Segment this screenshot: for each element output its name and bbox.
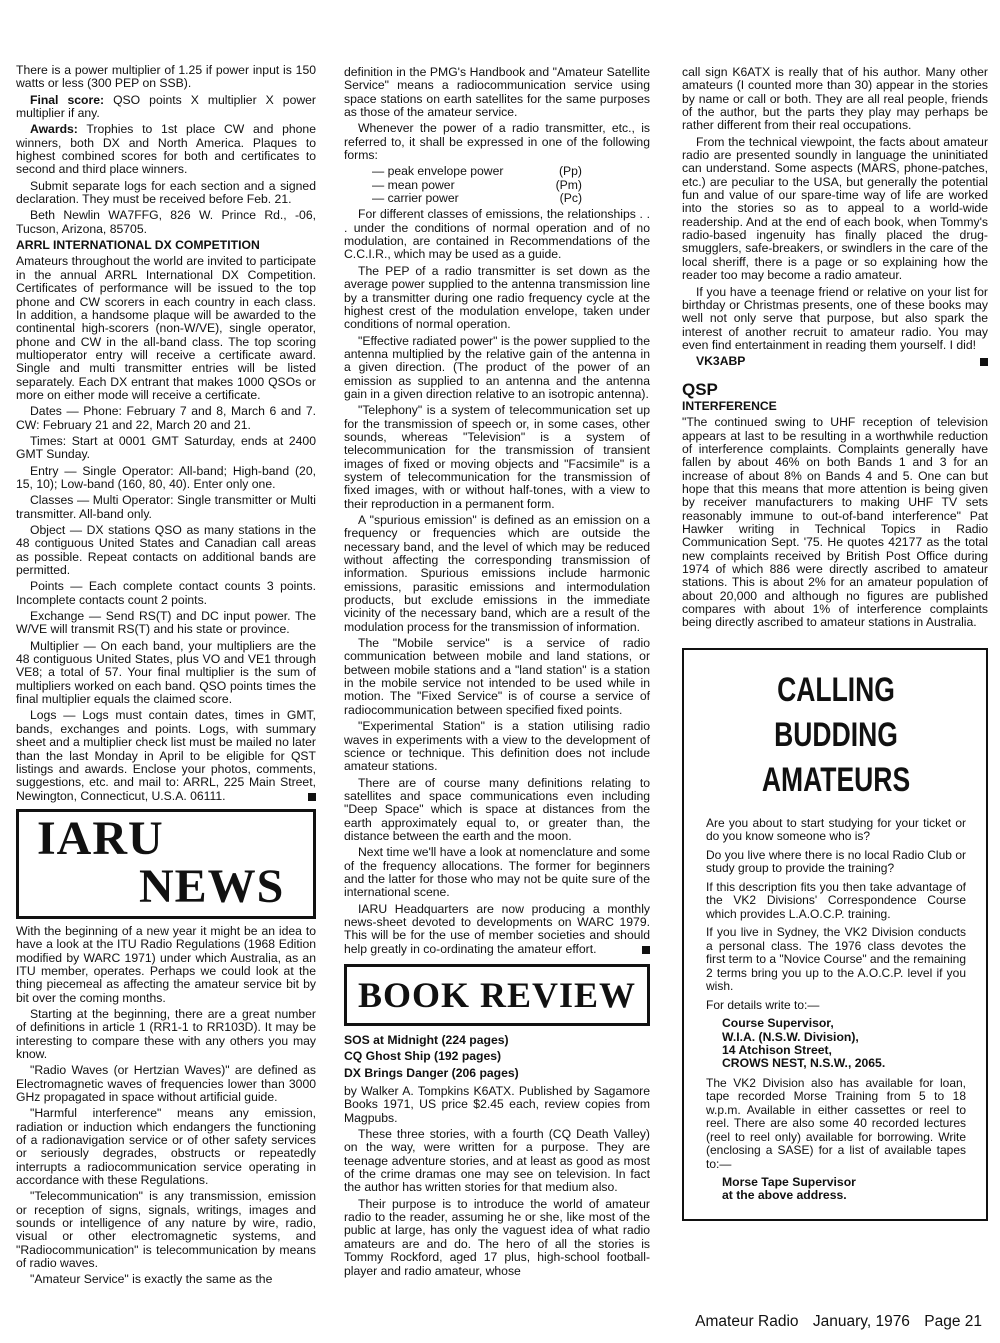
- paragraph: call sign K6ATX is really that of his author. Many other amateurs (I counted more than 30) appear in the stories by name or call or both. They are all real people, friends of the author, but the parts they play may perhaps be rather different from their real occupations.: [682, 65, 988, 133]
- paragraph: Amateurs throughout the world are invited to participate in the annual ARRL International DX Competition. Certificates of performance will be issued to the top phone and CW scorers in each country in each class. In addition, a handsome plaque will be awarded to the continental high-scorers (non-W/VE), single operator, phone and CW in the all-band class. The top scoring multioperator entry will receive a certificate award. Single and multi transmitter entries will be listed separately. Each DX entrant that makes 1000 QSOs or more on either mode will receive a certificate.: [16, 254, 316, 402]
- paragraph: Next time we'll have a look at nomenclature and some of the frequency allocations. The former for beginners and the latter for those who may not be quite sure of the international scene.: [344, 845, 650, 900]
- book-title: DX Brings Danger (206 pages): [344, 1065, 519, 1080]
- paragraph: With the beginning of a new year it might be an idea to have a look at the ITU Radio Regulations (1968 Edition modified by WARC 1971) under which Australia, as an ITU member, operates. Perhaps we could look at the thing piecemeal as affecting the amateur service bit by bit over the coming months.: [16, 923, 316, 1005]
- paragraph: The VK2 Division also has available for loan, tape recorded Morse Training from 5 to 18 w.p.m. Available in either cassettes or reel to reel. There are also some 40 recorded lectures (reel to reel only) available for borrowing. Write (enclosing a SASE) for a list of available tapes to:—: [706, 1075, 966, 1171]
- banner-line: IARU: [37, 811, 164, 865]
- run-in-head: Final score:: [30, 92, 105, 107]
- iaru-news-banner: [16, 809, 316, 919]
- column-middle: [344, 66, 650, 1281]
- paragraph: Whenever the power of a radio transmitter, etc., is referred to, it shall be expressed in one of the following forms:: [344, 121, 650, 163]
- paragraph: A "spurious emission" is defined as an emission on a frequency or frequencies which are outside the necessary band, and the level of which may be reduced without affecting the corresponding transmission of information. Spurious emissions include harmonic emissions, parasitic emissions and intermodulation products, but exclude emissions in the immediate vicinity of the necessary band, which are a result of the modulation process for the transmission of information.: [344, 513, 650, 634]
- paragraph: From the technical viewpoint, the facts about amateur radio are presented soundly in language the uninitiated can understand. Some aspects (MARS, phone-patches, etc.) are peculiar to the USA, but generally the potential fun and value of our spare-time way of life are worked into the stories so as to appeal to a world-wide readership. And at the end of each book, when Tommy's radio-based ingenuity has finally placed the drug-smugglers, safe-breakers, or swindlers in the care of the local sheriff, there is a page or so explaining how the reader too may become a radio amateur.: [682, 134, 988, 283]
- paragraph: If you live in Sydney, the VK2 Division conducts a personal class. The 1976 class devotes the first term to a "Novice Course" and the remaining 2 terms bring you up to the A.O.C.P. level if you wish.: [706, 925, 966, 994]
- paragraph: Their purpose is to introduce the world of amateur radio to the reader, assuming he or she, like most of the public at large, has only the vaguest idea of what radio amateurs are and do. The hero of all the stories is Tommy Rockford, aged 17 plus, high-school football-player and radio amateur, whose: [344, 1196, 650, 1278]
- paragraph: "The continued swing to UHF reception of television appears at last to be resulting in a worthwhile reduction of interference complaints. Complaints generally have fallen by about 46% on both Bands 1 and 3 for an increase of about 8% on Bands 4 and 5. One can but hope that this means that more attention is being given by receiver manufacturers to making UHF TV sets reasonably immune to out-of-band interference" Pat Hawker writing in Technical Topics in Radio Communication Sept. '75. He quotes 42177 as the total new complaints received by British Post Office during 1974 of which 886 were directly ascribed to amateur stations. This is about 2% for an amateur population of about 20,000 and although no figures are published compares with about 1% of interference complaints being directly ascribed to amateur stations in Australia.: [682, 415, 988, 630]
- column-left: [16, 64, 316, 1290]
- paragraph: Do you live where there is no local Radio Club or study group to provide the training?: [706, 847, 966, 876]
- issue-date: January, 1976: [812, 1313, 910, 1330]
- list-item: — carrier power (Pc): [372, 191, 582, 206]
- paragraph: "Experimental Station" is a station utilising radio waves in experiments with a view to the development of science or technique. This definition does not include amateur stations.: [344, 719, 650, 774]
- paragraph: If you have a teenage friend or relative on your list for birthday or Christmas presents, one of these books may well not only serve that purpose, but also spark the interest of another recruit to amateur radio. You may even find entertainment in reading them yourself. I did!: [682, 284, 988, 352]
- section-heading: ARRL INTERNATIONAL DX COMPETITION: [16, 238, 260, 253]
- paragraph: The PEP of a radio transmitter is set down as the average power supplied to the antenna transmission line by a transmitter during one radio frequency cycle at the highest crest of the modulation envelope, taken under conditions of normal operation.: [344, 263, 650, 332]
- page-number: Page 21: [924, 1313, 982, 1330]
- box-title: CALLING BUDDING AMATEURS: [761, 670, 911, 799]
- paragraph: These three stories, with a fourth (CQ Death Valley) on the way, were written for a purpose. They are teenage adventure stories, and at least as good as most of the crime dramas one may see on television. In fact the author has written stories for that medium also.: [344, 1127, 650, 1195]
- paragraph: Multiplier — On each band, your multipliers are the 48 contiguous United States, plus VO and VE1 through VE8; a total of 57. Your final multiplier is the sum of multipliers worked on each band. QSO points times the final multiplier equals the claimed score.: [16, 638, 316, 707]
- paragraph: Starting at the beginning, there are a great number of definitions in article 1 (RR1-1 to RR103D). It may be interesting to compare these with any others you may know.: [16, 1006, 316, 1061]
- paragraph: There is a power multiplier of 1.25 if power input is 150 watts or less (300 PEP on SSB).: [16, 63, 316, 91]
- address-block: Morse Tape Supervisor at the above address.: [722, 1175, 856, 1203]
- paragraph: Classes — Multi Operator: Single transmitter or Multi transmitter. All-band only.: [16, 493, 316, 521]
- paragraph: Beth Newlin WA7FFG, 826 W. Prince Rd., -06, Tucson, Arizona, 85705.: [16, 208, 316, 236]
- paragraph: The "Mobile service" is a service of radio communication between mobile and land stations, or between mobile stations and a "land station" is a station in the mobile service not intended to be used while in motion. The "Fixed Service" is of course a service of radiocommunication between specified fixed points.: [344, 636, 650, 717]
- paragraph: Awards: Trophies to 1st place CW and phone winners, both DX and North America. Plaques to highest combined scores for both and certificates to second and third place winners.: [16, 122, 316, 177]
- paragraph: Points — Each complete contact counts 3 points. Incomplete contacts count 2 points.: [16, 579, 316, 607]
- paragraph: "Telecommunication" is any transmission, emission or reception of signs, signals, writings, images and sounds or intelligence of any nature by wire, radio, visual or other electromagnetic systems, and "Radiocommunication" is telecommunication by means of radio waves.: [16, 1189, 316, 1271]
- paragraph: Are you about to start studying for your ticket or do you know someone who is?: [706, 815, 966, 844]
- paragraph: "Effective radiated power" is the power supplied to the antenna multiplied by the relative gain of the antenna in a given direction. (The product of the power of an emission as supplied to an antenna and the antenna gain in a given direction relative to an isotropic antenna).: [344, 333, 650, 401]
- list-item: — peak envelope power (Pp): [372, 164, 582, 179]
- paragraph: Exchange — Send RS(T) and DC input power. The W/VE will transmit RS(T) and his state or province.: [16, 609, 316, 637]
- address-block: Course Supervisor, W.I.A. (N.S.W. Division), 14 Atchison Street, CROWS NEST, N.S.W., 2065.: [722, 1016, 886, 1071]
- paragraph: Submit separate logs for each section and a signed declaration. They must be received before Feb. 21.: [16, 178, 316, 207]
- paragraph: Dates — Phone: February 7 and 8, March 6 and 7. CW: February 21 and 22, March 20 and 21.: [16, 404, 316, 432]
- column-right: [682, 66, 988, 1221]
- paragraph: by Walker A. Tompkins K6ATX. Published by Sagamore Books 1971, US price $2.45 each, review copies from Magpubs.: [344, 1084, 650, 1125]
- banner-line: NEWS: [139, 859, 285, 913]
- paragraph: Object — DX stations QSO as many stations in the 48 contiguous United States and Canadian call areas as possible. Repeat contacts on additional bands are permitted.: [16, 523, 316, 578]
- paragraph: "Harmful interference" means any emission, radiation or induction which endangers the functioning of a radionavigation service or of other safety services or seriously degrades, obstructs or repeatedly interrupts a radiocommunication service operating in accordance with these Regulations.: [16, 1106, 316, 1188]
- power-forms-list: [372, 165, 650, 205]
- paragraph: If this description fits you then take advantage of the VK2 Divisions' Correspondence Course which provides L.A.O.C.P. training.: [706, 879, 966, 921]
- run-in-head: Awards:: [30, 122, 78, 137]
- page-footer: [685, 1313, 982, 1331]
- list-item: — mean power (Pm): [372, 177, 582, 192]
- paragraph: "Radio Waves (or Hertzian Waves)" are defined as Electromagnetic waves of frequencies lower than 3000 GHz propagated in space without artificial guide.: [16, 1063, 316, 1104]
- book-title: SOS at Midnight (224 pages): [344, 1033, 509, 1047]
- paragraph: "Telephony" is a system of telecommunication set up for the transmission of speech or, in some cases, other sounds, whereas "Television" is a system of telecommunication for the transmission of transient images of fixed or moving objects and "Facsimile" is a system of telecommunication for the transmission of fixed images, with or without half-tones, with a view to their reproduction in a permanent form.: [344, 403, 650, 511]
- paragraph: definition in the PMG's Handbook and "Amateur Satellite Service" means a radiocommunication service using space stations on earth satellites for the same purposes as those of the amateur service.: [344, 65, 650, 120]
- paragraph: There are of course many definitions relating to satellites and space communications even including "Deep Space" which is space at distances from the earth approximately equal to, or greater than, the distance between the earth and the moon.: [344, 775, 650, 843]
- paragraph: Times: Start at 0001 GMT Saturday, ends at 2400 GMT Sunday.: [16, 433, 316, 462]
- book-review-banner: BOOK REVIEW: [344, 964, 650, 1026]
- calling-budding-amateurs-box: [682, 648, 988, 1221]
- paragraph: Entry — Single Operator: All-band; High-band (20, 15, 10); Low-band (160, 80, 40). Enter only one.: [16, 463, 316, 491]
- paragraph: "Amateur Service" is exactly the same as the: [30, 1272, 273, 1287]
- paragraph: For details write to:—: [706, 997, 820, 1012]
- end-mark: [642, 946, 650, 954]
- author-signature: VK3ABP: [682, 355, 988, 368]
- book-title: CQ Ghost Ship (192 pages): [344, 1049, 502, 1064]
- end-mark: [980, 358, 988, 366]
- paragraph: Logs — Logs must contain dates, times in GMT, bands, exchanges and points. Logs, with summary sheet and a multiplier check list must be mailed no later than the last Monday in April to be eligible for QST listings and awards. Enclose your photos, comments, suggestions, etc. and mail to: ARRL, 225 Main Street, Newington, Connecticut, U.S.A. 06111.: [16, 708, 316, 803]
- end-mark: [308, 793, 316, 801]
- paragraph: For different classes of emissions, the relationships . . . under the conditions of normal operation and of no modulation, are contained in Recommendations of the C.C.I.R., which may be used as a guide.: [344, 207, 650, 262]
- magazine-name: Amateur Radio: [695, 1313, 799, 1330]
- section-heading: QSP: [682, 379, 718, 399]
- subheading: INTERFERENCE: [682, 398, 777, 413]
- paragraph: IARU Headquarters are now producing a monthly news-sheet devoted to developments on WARC 1979. This will be for the use of member societies and should help greatly in co-ordinating the amateur effort.: [344, 901, 650, 956]
- paragraph: Final score: QSO points X multiplier X power multiplier if any.: [16, 92, 316, 121]
